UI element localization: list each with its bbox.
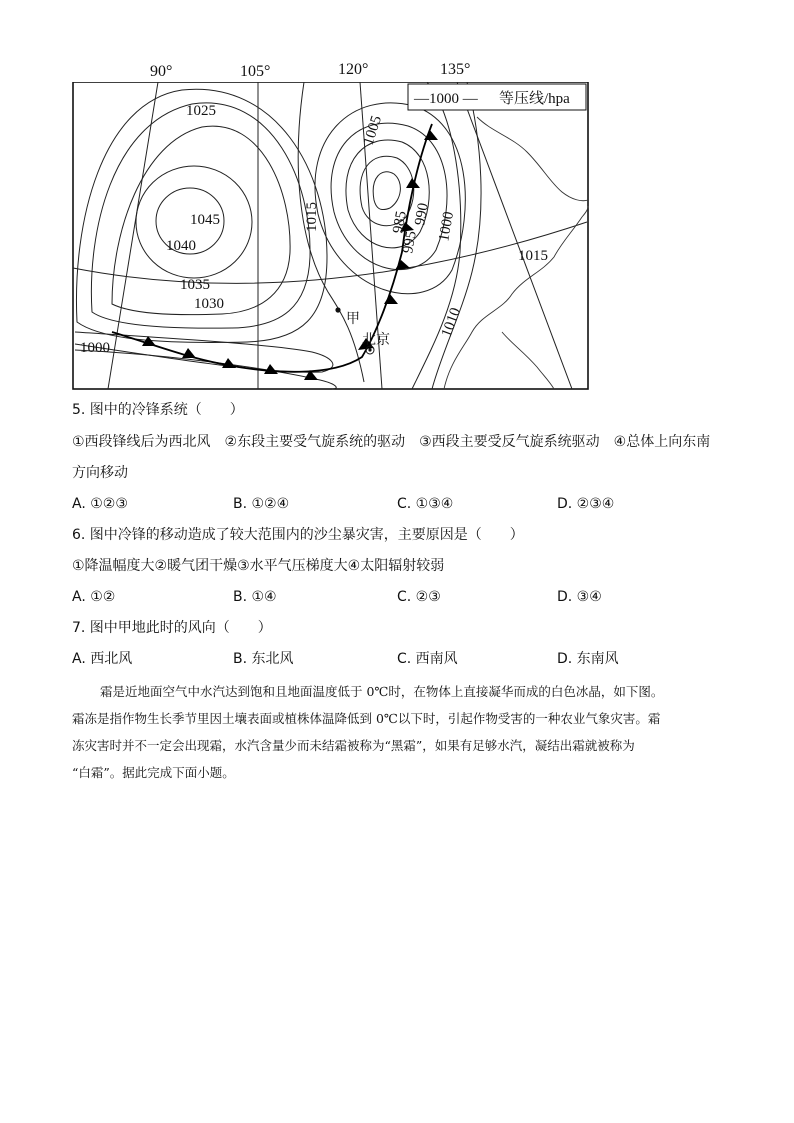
q5-option-a[interactable]: A. ①②③ [72,496,128,512]
passage-line-1: 霜是近地面空气中水汽达到饱和且地面温度低于 0℃时，在物体上直接凝华而成的白色冰晶，如下图。 [100,684,664,699]
isobar-label-995: 995 [400,229,420,255]
high-pressure-isobars [75,89,336,389]
parallel-45 [73,222,587,283]
q6-option-a[interactable]: A. ①② [72,589,116,605]
q7-option-c[interactable]: C. 西南风 [397,651,458,667]
q6-option-b[interactable]: B. ①④ [233,589,277,605]
isobar-label-990: 990 [412,201,432,227]
isobar-label-1005: 1005 [360,113,386,148]
isobar-label-1010: 1010 [438,305,465,340]
lon-label-135: 135° [440,61,471,78]
isobar-label-1000-east: 1000 [436,210,458,243]
isobar-label-1025: 1025 [186,103,216,119]
legend-line-sample: —1000 — [414,91,478,107]
q5-stem: 5. 图中的冷锋系统（ ） [72,402,244,418]
q5-line1: ①西段锋线后为西北风 ②东段主要受气旋系统的驱动 ③西段主要受反气旋系统驱动 ④总体上向东南 [72,434,711,450]
q7-option-a[interactable]: A. 西北风 [72,651,133,667]
q7-stem: 7. 图中甲地此时的风向（ ） [72,620,272,636]
q5-option-c[interactable]: C. ①③④ [397,496,454,512]
place-jia: 甲 [346,311,360,327]
isobar-label-1030: 1030 [194,296,224,312]
place-beijing: 北京 [362,332,390,348]
q5-line2: 方向移动 [72,465,128,481]
lon-label-105: 105° [240,63,271,80]
coastline-northeast [477,117,588,201]
map-canvas [72,82,590,392]
q5-option-d[interactable]: D. ②③④ [557,496,615,512]
frost-passage [72,678,724,786]
isobar-label-985: 985 [390,209,410,235]
legend-label: 等压线/hpa [499,91,570,107]
q6-stem: 6. 图中冷锋的移动造成了较大范围内的沙尘暴灾害，主要原因是（ ） [72,527,524,543]
passage-line-4: “白霜”。据此完成下面小题。 [72,765,235,780]
coastline-korea [502,332,554,389]
weather-map [72,60,590,392]
jia-marker [335,307,340,312]
q6-option-d[interactable]: D. ③④ [557,589,602,605]
isobar-label-1035: 1035 [180,277,210,293]
isobar-label-1015-center: 1015 [304,202,320,232]
passage-line-2: 霜冻是指作物生长季节里因土壤表面或植株体温降低到 0℃以下时，引起作物受害的一种农业气象灾害。霜 [72,711,661,726]
q7-option-b[interactable]: B. 东北风 [233,651,294,667]
passage-line-3: 冻灾害时并不一定会出现霜，水汽含量少而未结霜被称为“黑霜”，如果有足够水汽，凝结出霜就被称为 [72,738,635,753]
isobar-label-1015-east: 1015 [518,248,548,264]
lon-label-120: 120° [338,61,369,78]
isobar-label-1040: 1040 [166,238,196,254]
q7-option-d[interactable]: D. 东南风 [557,651,619,667]
lon-label-90: 90° [150,63,173,80]
q6-option-c[interactable]: C. ②③ [397,589,441,605]
q6-line1: ①降温幅度大②暖气团干燥③水平气压梯度大④太阳辐射较弱 [72,558,445,574]
coastline-east [444,206,588,389]
q5-option-b[interactable]: B. ①②④ [233,496,290,512]
isobar-label-1000-west: 1000 [80,340,110,356]
isobar-label-1045: 1045 [190,212,220,228]
meridian-135 [457,82,572,389]
